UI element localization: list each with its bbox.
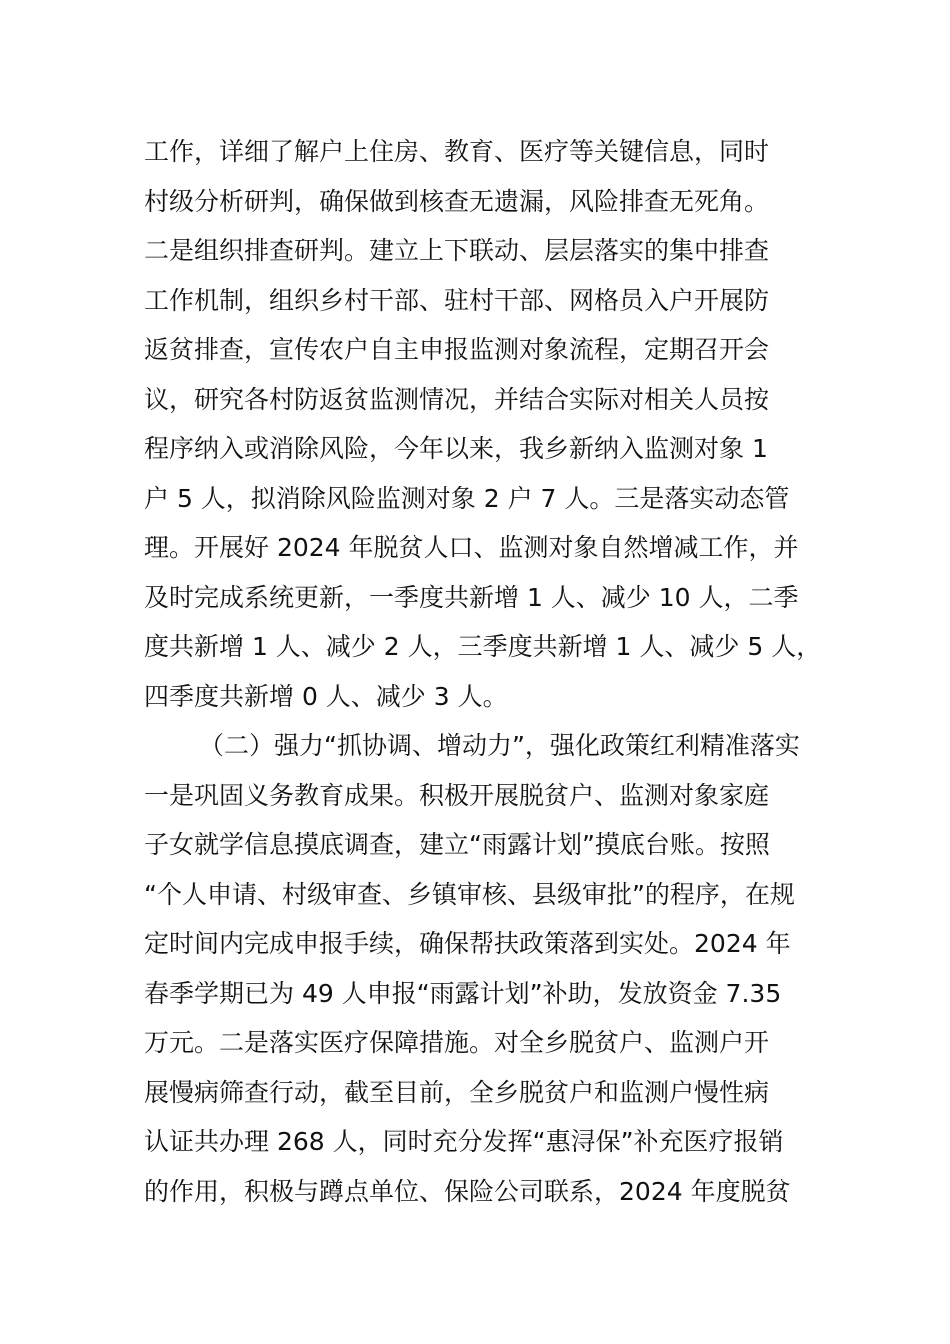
- text-line: 村级分析研判，确保做到核查无遗漏，风险排查无死角。: [144, 186, 770, 216]
- text-line: 展慢病筛查行动，截至目前，全乡脱贫户和监测户慢性病: [144, 1077, 770, 1107]
- text-line: 户 5 人，拟消除风险监测对象 2 户 7 人。三是落实动态管: [144, 483, 790, 513]
- text-line: 工作，详细了解户上住房、教育、医疗等关键信息，同时: [144, 137, 770, 166]
- body-text: [144, 127, 844, 1216]
- text-line: 二是组织排查研判。建立上下联动、层层落实的集中排查: [144, 236, 770, 265]
- text-line: 及时完成系统更新，一季度共新增 1 人、减少 10 人，二季: [144, 582, 799, 612]
- text-line: 工作机制，组织乡村干部、驻村干部、网格员入户开展防: [144, 285, 770, 315]
- text-line: 的作用，积极与蹲点单位、保险公司联系，2024 年度脱贫: [144, 1176, 791, 1206]
- text-line: 认证共办理 268 人，同时充分发挥“惠浔保”补充医疗报销: [144, 1127, 784, 1156]
- text-line: 议，研究各村防返贫监测情况，并结合实际对相关人员按: [144, 384, 770, 414]
- text-line: 返贫排查，宣传农户自主申报监测对象流程，定期召开会: [144, 335, 770, 364]
- text-line: 四季度共新增 0 人、减少 3 人。: [144, 681, 508, 711]
- text-line: 理。开展好 2024 年脱贫人口、监测对象自然增减工作，并: [144, 533, 799, 562]
- text-line: 度共新增 1 人、减少 2 人，三季度共新增 1 人、减少 5 人，: [144, 632, 822, 661]
- section-heading: （二）强力“抓协调、增动力”，强化政策红利精准落实: [199, 731, 800, 760]
- text-line: 定时间内完成申报手续，确保帮扶政策落到实处。2024 年: [144, 929, 791, 958]
- text-line: “个人申请、村级审查、乡镇审核、县级审批”的程序，在规: [144, 879, 795, 909]
- text-line: 春季学期已为 49 人申报“雨露计划”补助，发放资金 7.35: [144, 978, 782, 1008]
- text-line: 一是巩固义务教育成果。积极开展脱贫户、监测对象家庭: [144, 780, 770, 810]
- text-line: 子女就学信息摸底调查，建立“雨露计划”摸底台账。按照: [144, 830, 770, 859]
- text-line: 程序纳入或消除风险，今年以来，我乡新纳入监测对象 1: [144, 434, 768, 463]
- text-line: 万元。二是落实医疗保障措施。对全乡脱贫户、监测户开: [144, 1028, 770, 1057]
